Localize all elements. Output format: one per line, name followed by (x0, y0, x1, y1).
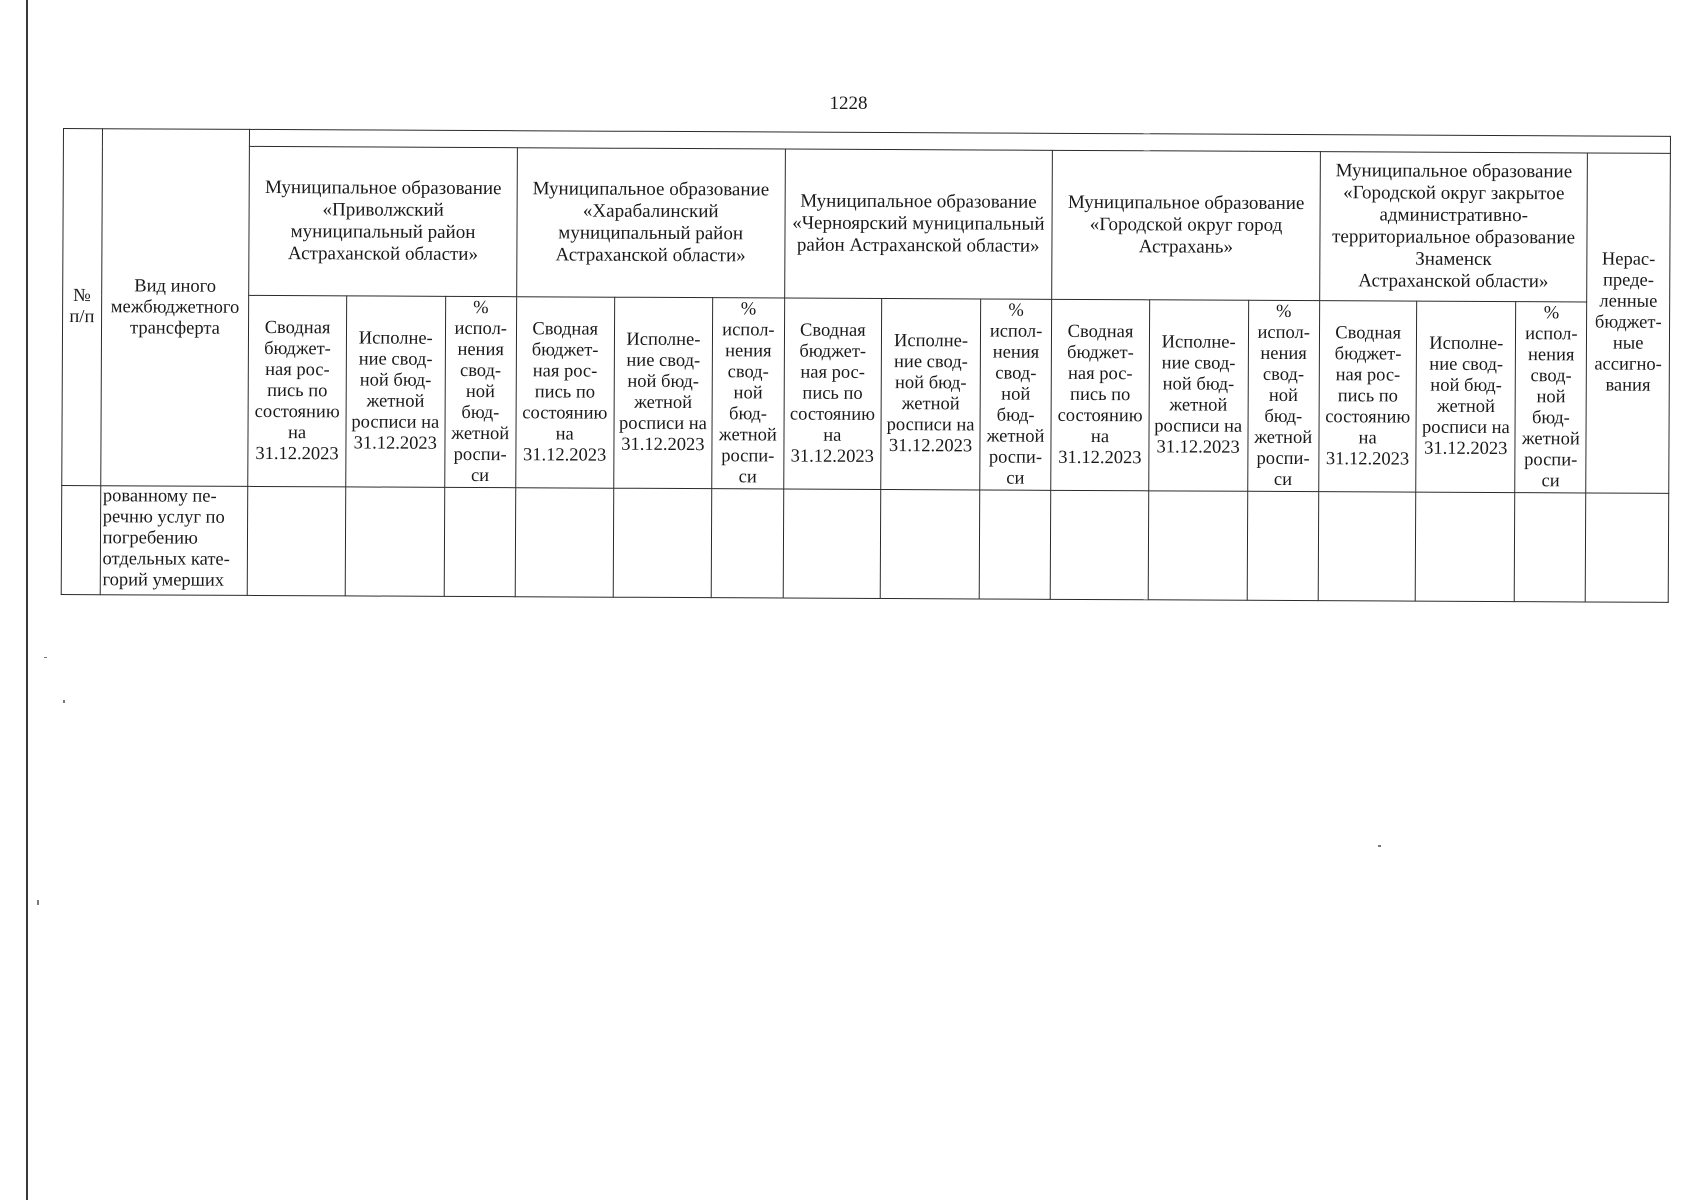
data-cell (444, 487, 516, 596)
group-header-znamensk: Муниципальное образование «Городской округ закрытое административно- территориальное образование Знаменск Астраханской области» (1319, 152, 1587, 302)
subheader-execution: Исполне- ние свод- ной бюд- жетной росписи на 31.12.2023 (613, 297, 713, 488)
data-cell (1318, 492, 1416, 601)
row-transfer-type-cell: рованному пе- речню услуг по погребению отдельных кате- горий умерших (100, 486, 248, 596)
data-cell (247, 486, 345, 595)
scan-edge-line (26, 0, 28, 1200)
subheader-budget: Сводная бюджет- ная рос- пись по состоянию на 31.12.2023 (783, 298, 882, 489)
subheader-execution: Исполне- ние свод- ной бюд- жетной росписи на 31.12.2023 (1149, 300, 1249, 491)
data-cell (979, 490, 1051, 599)
header-num: № п/п (62, 129, 102, 486)
subheader-percent: % испол- нения свод- ной бюд- жетной роспи- си (1515, 302, 1587, 493)
scan-speck (44, 657, 47, 658)
data-cell (783, 489, 881, 598)
header-unallocated: Нерас- преде- ленные бюджет- ные ассигно- вания (1586, 153, 1670, 493)
header-row-groups (63, 146, 1671, 303)
header-row-subheaders (62, 295, 1670, 494)
subheader-execution: Исполне- ние свод- ной бюд- жетной росписи на 31.12.2023 (1416, 301, 1516, 492)
subheader-budget: Сводная бюджет- ная рос- пись по состоянию на 31.12.2023 (1319, 301, 1418, 492)
data-cell (345, 487, 444, 596)
table-row (61, 485, 1669, 602)
subheader-budget: Сводная бюджет- ная рос- пись по состоянию на 31.12.2023 (248, 295, 347, 486)
subheader-percent: % испол- нения свод- ной бюд- жетной роспи- си (1247, 300, 1319, 491)
subheader-budget: Сводная бюджет- ная рос- пись по состоянию на 31.12.2023 (1051, 299, 1150, 490)
data-cell (1148, 491, 1247, 600)
data-cell (515, 488, 613, 597)
group-header-chernoyarsky: Муниципальное образование «Черноярский муниципальный район Астраханской области» (784, 149, 1052, 299)
data-cell (1050, 490, 1148, 599)
data-cell (1247, 491, 1319, 600)
subheader-execution: Исполне- ние свод- ной бюд- жетной росписи на 31.12.2023 (881, 299, 981, 490)
data-cell (711, 489, 783, 598)
data-cell (1586, 493, 1669, 602)
data-cell (880, 490, 979, 599)
subheader-percent: % испол- нения свод- ной бюд- жетной роспи- си (980, 299, 1052, 490)
scan-speck (63, 700, 65, 703)
data-cell (1514, 493, 1586, 602)
group-header-kharabalinsky: Муниципальное образование «Харабалинский муниципальный район Астраханской области» (517, 148, 785, 298)
group-header-privolzhsky: Муниципальное образование «Приволжский муниципальный район Астраханской области» (249, 146, 517, 296)
data-cell (1416, 492, 1515, 601)
group-header-astrakhan: Муниципальное образование «Городской округ город Астрахань» (1052, 150, 1320, 300)
scan-speck (37, 900, 39, 905)
data-cell (613, 488, 712, 597)
subheader-percent: % испол- нения свод- ной бюд- жетной роспи- си (444, 296, 516, 487)
subheader-percent: % испол- нения свод- ной бюд- жетной роспи- си (712, 298, 784, 489)
subheader-budget: Сводная бюджет- ная рос- пись по состоянию на 31.12.2023 (516, 297, 615, 488)
subheader-execution: Исполне- ние свод- ной бюд- жетной росписи на 31.12.2023 (346, 296, 446, 487)
scan-speck (1378, 845, 1381, 847)
page-number: 1228 (829, 93, 868, 114)
transfer-table (61, 128, 1671, 603)
header-transfer-type: Вид иного межбюджетного трансферта (100, 129, 249, 487)
row-num-cell (61, 485, 100, 594)
